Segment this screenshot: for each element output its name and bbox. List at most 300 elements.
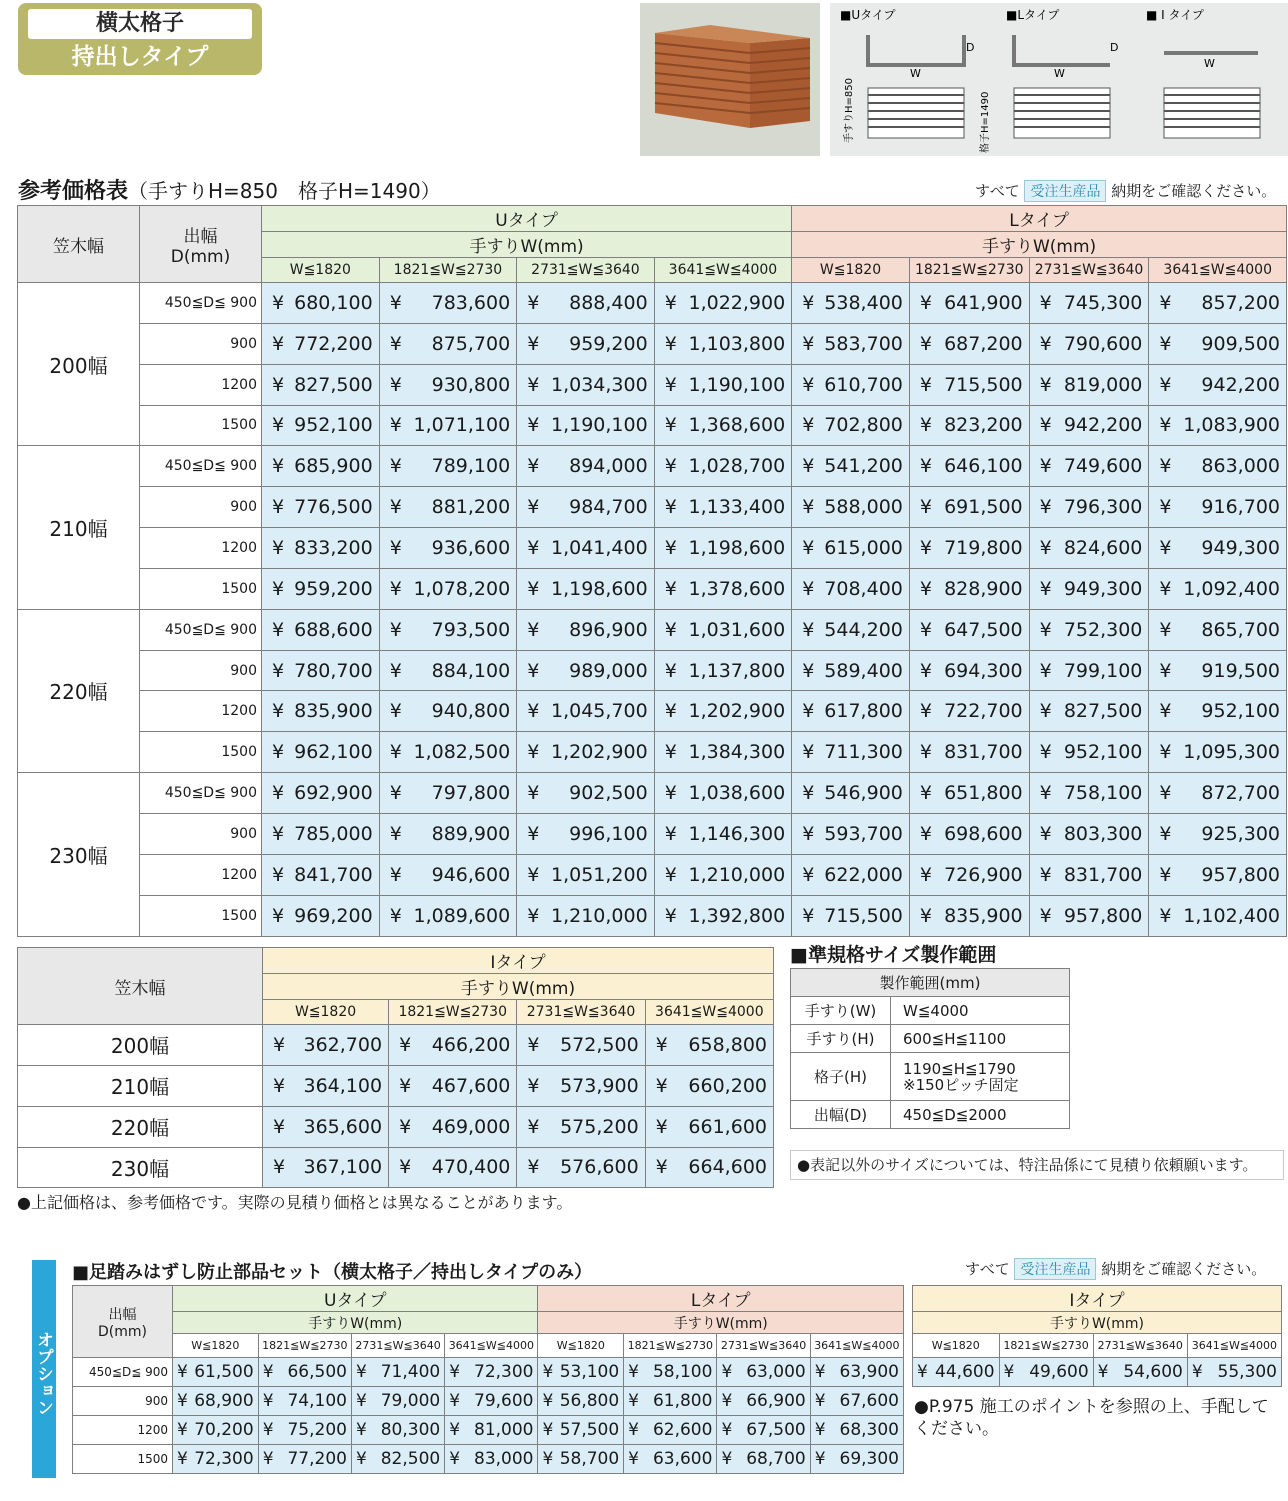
- yen-sign: ¥: [527, 536, 540, 559]
- yen-sign: ¥: [655, 1033, 668, 1056]
- yen-sign: ¥: [527, 863, 540, 886]
- yen-sign: ¥: [399, 1156, 412, 1179]
- price-value: 831,700: [944, 741, 1023, 764]
- price-cell: [517, 732, 655, 773]
- yen-sign: ¥: [1039, 822, 1052, 845]
- reference-price-title: 参考価格表（手すりH=850 格子H=1490）: [18, 179, 441, 204]
- yen-sign: ¥: [664, 496, 677, 519]
- price-cell: [263, 1025, 389, 1066]
- yen-sign: ¥: [919, 536, 932, 559]
- price-cell: [263, 1147, 389, 1188]
- yen-sign: ¥: [664, 291, 677, 314]
- table-row: [18, 813, 1287, 854]
- price-value: 664,600: [688, 1156, 767, 1179]
- price-value: 909,500: [1201, 332, 1280, 355]
- option-u-type-header: Uタイプ: [173, 1286, 538, 1312]
- price-value: 925,300: [1201, 822, 1280, 845]
- price-cell: [517, 609, 655, 650]
- price-value: 1,378,600: [688, 577, 786, 600]
- option-side-label: オプション: [32, 1260, 56, 1478]
- svg-text:W: W: [910, 67, 921, 80]
- price-cell: [379, 446, 517, 487]
- price-value: 752,300: [1063, 618, 1143, 641]
- price-cell: [654, 446, 792, 487]
- yen-sign: ¥: [1003, 1362, 1015, 1382]
- kasagi-header: 笠木幅: [18, 206, 140, 283]
- price-cell: [1149, 732, 1287, 773]
- d-range: 450≦D≦ 900: [140, 609, 262, 650]
- price-cell: [1029, 854, 1149, 895]
- yen-sign: ¥: [399, 1074, 412, 1097]
- main-price-table: [17, 205, 1287, 937]
- price-cell: [262, 528, 380, 569]
- yen-sign: ¥: [814, 1391, 826, 1411]
- d-range: 1200: [140, 528, 262, 569]
- yen-sign: ¥: [389, 618, 402, 641]
- price-value: 881,200: [431, 496, 511, 519]
- price-cell: [262, 568, 380, 609]
- price-cell: [645, 1065, 773, 1106]
- price-cell: [909, 854, 1029, 895]
- price-value: 726,900: [944, 863, 1023, 886]
- price-value: 783,600: [431, 291, 511, 314]
- price-value: 70,200: [194, 1420, 254, 1440]
- yen-sign: ¥: [1159, 782, 1172, 805]
- price-cell: [262, 323, 380, 364]
- table-row: [18, 528, 1287, 569]
- price-value: 989,000: [569, 659, 648, 682]
- price-cell: [262, 773, 380, 814]
- price-value: 797,800: [431, 782, 511, 805]
- yen-sign: ¥: [177, 1449, 188, 1469]
- price-cell: [654, 854, 792, 895]
- price-value: 949,300: [1201, 536, 1280, 559]
- yen-sign: ¥: [272, 291, 285, 314]
- price-cell: [654, 405, 792, 446]
- badge-subtitle: 持出しタイプ: [71, 44, 209, 70]
- svg-text:D: D: [966, 41, 975, 54]
- price-value: 544,200: [824, 618, 903, 641]
- price-cell: [909, 609, 1029, 650]
- i-type-header: Iタイプ: [263, 948, 774, 974]
- w-range-header: 1821≦W≦2730: [909, 258, 1029, 283]
- price-cell: [517, 650, 655, 691]
- yen-sign: ¥: [389, 904, 402, 927]
- table-row: [73, 1416, 904, 1445]
- price-value: 942,200: [1201, 373, 1280, 396]
- yen-sign: ¥: [814, 1420, 826, 1440]
- yen-sign: ¥: [527, 577, 540, 600]
- yen-sign: ¥: [664, 332, 677, 355]
- yen-sign: ¥: [527, 904, 540, 927]
- price-cell: [173, 1387, 259, 1416]
- price-value: 362,700: [303, 1033, 383, 1056]
- price-cell: [810, 1358, 903, 1387]
- yen-sign: ¥: [814, 1449, 826, 1469]
- option-i-type-table: Iタイプ 手すりW(mm) W≦1820 1821≦W≦2730 2731≦W≦3640 3641≦W≦4000 ¥ 44,600 ¥ 49,600 ¥ 54,600 ¥ 55,300: [912, 1285, 1282, 1387]
- yen-sign: ¥: [919, 455, 932, 478]
- spec-key: 格子(H): [791, 1053, 891, 1101]
- yen-sign: ¥: [272, 822, 285, 845]
- table-row: [18, 732, 1287, 773]
- yen-sign: ¥: [802, 700, 815, 723]
- price-cell: [1149, 773, 1287, 814]
- yen-sign: ¥: [389, 863, 402, 886]
- price-cell: [909, 691, 1029, 732]
- l-type-label: ■Lタイプ: [1006, 8, 1060, 22]
- made-to-order-tag: 受注生産品: [1024, 180, 1106, 202]
- price-cell: [389, 1147, 517, 1188]
- spec-value: W≦4000: [891, 997, 1070, 1025]
- price-cell: [379, 528, 517, 569]
- yen-sign: ¥: [449, 1420, 461, 1440]
- w-range-header: 1821≦W≦2730: [258, 1334, 351, 1358]
- yen-sign: ¥: [664, 904, 677, 927]
- yen-sign: ¥: [919, 496, 932, 519]
- yen-sign: ¥: [721, 1420, 733, 1440]
- price-cell: [517, 323, 655, 364]
- kasagi-width: 200幅: [18, 283, 140, 446]
- yen-sign: ¥: [802, 741, 815, 764]
- yen-sign: ¥: [262, 1391, 274, 1411]
- yen-sign: ¥: [664, 659, 677, 682]
- price-cell: [517, 773, 655, 814]
- yen-sign: ¥: [1039, 577, 1052, 600]
- svg-text:手すりH=850: 手すりH=850: [844, 78, 855, 143]
- yen-sign: ¥: [802, 904, 815, 927]
- price-value: 66,500: [287, 1362, 347, 1382]
- w-range-header: 1821≦W≦2730: [379, 258, 517, 283]
- price-cell: [445, 1387, 538, 1416]
- price-cell: [379, 609, 517, 650]
- price-value: 75,200: [287, 1420, 347, 1440]
- price-value: 949,300: [1063, 577, 1143, 600]
- price-cell: [1029, 283, 1149, 324]
- price-cell: [538, 1387, 624, 1416]
- price-value: 55,300: [1217, 1362, 1277, 1382]
- price-cell: [792, 568, 910, 609]
- price-value: 68,700: [746, 1449, 806, 1469]
- price-cell: [389, 1025, 517, 1066]
- price-cell: [1029, 813, 1149, 854]
- yen-sign: ¥: [664, 782, 677, 805]
- price-value: 957,800: [1063, 904, 1143, 927]
- price-cell: [792, 405, 910, 446]
- price-value: 1,092,400: [1183, 577, 1280, 600]
- yen-sign: ¥: [664, 700, 677, 723]
- price-value: 1,102,400: [1183, 904, 1280, 927]
- price-cell: [654, 895, 792, 936]
- yen-sign: ¥: [802, 455, 815, 478]
- price-value: 1,146,300: [688, 822, 786, 845]
- spec-value: 450≦D≦2000: [891, 1101, 1070, 1129]
- d-range: 1500: [140, 568, 262, 609]
- price-cell: [258, 1445, 351, 1474]
- price-value: 875,700: [431, 332, 511, 355]
- price-value: 952,100: [1063, 741, 1143, 764]
- price-value: 827,500: [1063, 700, 1143, 723]
- yen-sign: ¥: [389, 373, 402, 396]
- price-value: 835,900: [944, 904, 1023, 927]
- price-value: 708,400: [824, 577, 903, 600]
- price-cell: [173, 1445, 259, 1474]
- yen-sign: ¥: [262, 1420, 274, 1440]
- w-range-header: 2731≦W≦3640: [351, 1334, 444, 1358]
- price-cell: [654, 568, 792, 609]
- yen-sign: ¥: [1039, 455, 1052, 478]
- price-cell: [517, 1025, 645, 1066]
- yen-sign: ¥: [664, 741, 677, 764]
- d-range: 1500: [73, 1445, 173, 1474]
- price-value: 1,133,400: [688, 496, 786, 519]
- semi-standard-header: 製作範囲(mm): [791, 969, 1070, 997]
- price-value: 67,600: [839, 1391, 899, 1411]
- price-value: 711,300: [824, 741, 903, 764]
- price-value: 622,000: [824, 863, 903, 886]
- price-value: 930,800: [431, 373, 511, 396]
- yen-sign: ¥: [527, 1156, 540, 1179]
- price-cell: [624, 1387, 717, 1416]
- price-value: 1,103,800: [688, 332, 786, 355]
- yen-sign: ¥: [917, 1362, 928, 1382]
- price-cell: [517, 691, 655, 732]
- yen-sign: ¥: [919, 741, 932, 764]
- yen-sign: ¥: [919, 414, 932, 437]
- price-cell: [517, 446, 655, 487]
- price-value: 799,100: [1063, 659, 1143, 682]
- semi-standard-title: ■準規格サイズ製作範囲: [790, 944, 997, 966]
- price-cell: [1029, 446, 1149, 487]
- price-cell: [262, 691, 380, 732]
- price-cell: [1149, 364, 1287, 405]
- table-row: [18, 1065, 774, 1106]
- option-price-table: 出幅 D(mm) Uタイプ Lタイプ 手すりW(mm) 手すりW(mm) W≦1820 1821≦W≦2730 2731≦W≦3640 3641≦W≦4000 W≦1820 1821≦W≦2730 2731≦W≦3640 3641≦W≦4000 450≦D≦ 900 ¥ 61,500 ¥ 66,500 ¥ 71,400 ¥ 72,300 ¥ 53,100 ¥ 58,100 ¥ 63,000 ¥ 63,900 900 ¥ 68,900 ¥ 74,100 ¥ 79,000 ¥ 79,600 ¥ 56,800 ¥ 61,800 ¥ 66,900 ¥ 67,600 1200 ¥ 70,200 ¥ 75,200 ¥ 80,300 ¥ 81,000 ¥ 57,500 ¥ 62,600 ¥ 67,500 ¥ 68,300 1500 ¥ 72,300 ¥ 77,200 ¥ 82,500 ¥ 83,000 ¥ 58,700 ¥ 63,600 ¥ 68,700 ¥ 69,300: [72, 1285, 904, 1474]
- price-value: 694,300: [944, 659, 1023, 682]
- price-cell: [792, 323, 910, 364]
- table-row: [18, 773, 1287, 814]
- price-cell: [909, 732, 1029, 773]
- yen-sign: ¥: [664, 863, 677, 886]
- price-cell: [909, 568, 1029, 609]
- yen-sign: ¥: [389, 659, 402, 682]
- price-value: 857,200: [1201, 291, 1280, 314]
- price-cell: [792, 813, 910, 854]
- price-cell: [262, 609, 380, 650]
- price-value: 61,800: [652, 1391, 713, 1411]
- yen-sign: ¥: [802, 618, 815, 641]
- yen-sign: ¥: [272, 577, 285, 600]
- w-range-header: 3641≦W≦4000: [645, 1000, 773, 1025]
- yen-sign: ¥: [628, 1362, 639, 1382]
- price-cell: [1029, 487, 1149, 528]
- yen-sign: ¥: [1159, 700, 1172, 723]
- order-notice: すべて 受注生産品 納期をご確認ください。: [975, 182, 1277, 200]
- table-row: [791, 1101, 1070, 1129]
- w-range-header: W≦1820: [263, 1000, 389, 1025]
- price-cell: [517, 854, 655, 895]
- price-cell: [913, 1358, 1000, 1387]
- yen-sign: ¥: [355, 1420, 367, 1440]
- price-cell: [379, 773, 517, 814]
- kasagi-width: 220幅: [18, 609, 140, 772]
- price-value: 572,500: [560, 1033, 639, 1056]
- yen-sign: ¥: [1159, 291, 1172, 314]
- price-value: 79,000: [380, 1391, 441, 1411]
- price-cell: [258, 1358, 351, 1387]
- price-value: 610,700: [824, 373, 903, 396]
- price-value: 469,000: [431, 1115, 511, 1138]
- price-value: 467,600: [431, 1074, 511, 1097]
- l-type-header: Lタイプ: [792, 206, 1287, 232]
- yen-sign: ¥: [628, 1391, 639, 1411]
- price-cell: [517, 405, 655, 446]
- table-row: [791, 997, 1070, 1025]
- price-value: 894,000: [569, 455, 648, 478]
- yen-sign: ¥: [919, 782, 932, 805]
- price-value: 984,700: [569, 496, 648, 519]
- price-cell: [792, 609, 910, 650]
- price-value: 796,300: [1063, 496, 1143, 519]
- d-range: 900: [140, 650, 262, 691]
- price-cell: [1029, 773, 1149, 814]
- yen-sign: ¥: [1159, 373, 1172, 396]
- price-value: 466,200: [431, 1033, 511, 1056]
- w-range-header: 2731≦W≦3640: [1029, 258, 1149, 283]
- price-value: 1,034,300: [550, 373, 648, 396]
- price-value: 583,700: [824, 332, 903, 355]
- price-value: 889,900: [431, 822, 511, 845]
- price-cell: [351, 1416, 444, 1445]
- w-range-header: 2731≦W≦3640: [717, 1334, 810, 1358]
- w-range-header: W≦1820: [913, 1334, 1000, 1358]
- table-row: [18, 446, 1287, 487]
- price-cell: [517, 487, 655, 528]
- option-d-header: 出幅 D(mm): [73, 1286, 173, 1358]
- yen-sign: ¥: [1039, 373, 1052, 396]
- price-cell: [262, 487, 380, 528]
- price-cell: [1149, 568, 1287, 609]
- price-value: 1,045,700: [550, 700, 648, 723]
- w-range-header: 3641≦W≦4000: [445, 1334, 538, 1358]
- price-cell: [1149, 609, 1287, 650]
- price-value: 617,800: [824, 700, 903, 723]
- price-cell: [654, 487, 792, 528]
- yen-sign: ¥: [355, 1391, 367, 1411]
- yen-sign: ¥: [389, 700, 402, 723]
- yen-sign: ¥: [1039, 741, 1052, 764]
- price-value: 940,800: [431, 700, 511, 723]
- price-value: 969,200: [294, 904, 373, 927]
- price-cell: [379, 895, 517, 936]
- product-photo: [640, 3, 820, 156]
- price-cell: [1187, 1358, 1281, 1387]
- yen-sign: ¥: [542, 1391, 554, 1411]
- price-cell: [379, 487, 517, 528]
- d-range: 450≦D≦ 900: [140, 283, 262, 324]
- yen-sign: ¥: [919, 373, 932, 396]
- price-cell: [654, 650, 792, 691]
- yen-sign: ¥: [1159, 741, 1172, 764]
- price-cell: [389, 1106, 517, 1147]
- kasagi-width: 210幅: [18, 1065, 263, 1106]
- yen-sign: ¥: [527, 659, 540, 682]
- price-cell: [379, 405, 517, 446]
- price-value: 715,500: [944, 373, 1023, 396]
- yen-sign: ¥: [389, 496, 402, 519]
- w-range-header: W≦1820: [538, 1334, 624, 1358]
- price-cell: [1029, 650, 1149, 691]
- price-cell: [792, 854, 910, 895]
- table-row: [791, 1053, 1070, 1101]
- price-cell: [999, 1358, 1093, 1387]
- price-cell: [262, 732, 380, 773]
- price-value: 1,028,700: [688, 455, 786, 478]
- price-cell: [445, 1416, 538, 1445]
- d-range: 900: [140, 323, 262, 364]
- yen-sign: ¥: [1039, 659, 1052, 682]
- yen-sign: ¥: [389, 741, 402, 764]
- price-cell: [909, 405, 1029, 446]
- i-type-price-table: [17, 947, 774, 1188]
- price-cell: [263, 1065, 389, 1106]
- price-value: 722,700: [944, 700, 1023, 723]
- yen-sign: ¥: [527, 291, 540, 314]
- yen-sign: ¥: [802, 496, 815, 519]
- yen-sign: ¥: [527, 1033, 540, 1056]
- svg-text:W: W: [1054, 67, 1065, 80]
- price-value: 1,392,800: [688, 904, 786, 927]
- price-value: 364,100: [303, 1074, 383, 1097]
- price-value: 952,100: [1201, 700, 1280, 723]
- price-value: 1,198,600: [550, 577, 648, 600]
- yen-sign: ¥: [919, 332, 932, 355]
- price-value: 365,600: [303, 1115, 383, 1138]
- option-made-to-order-tag: 受注生産品: [1014, 1258, 1096, 1280]
- price-value: 833,200: [294, 536, 373, 559]
- yen-sign: ¥: [527, 741, 540, 764]
- price-value: 790,600: [1063, 332, 1143, 355]
- svg-text:格子H=1490: 格子H=1490: [980, 91, 991, 153]
- price-cell: [909, 528, 1029, 569]
- yen-sign: ¥: [527, 782, 540, 805]
- yen-sign: ¥: [272, 863, 285, 886]
- price-value: 1,031,600: [688, 618, 786, 641]
- yen-sign: ¥: [1159, 822, 1172, 845]
- d-range: 1200: [140, 691, 262, 732]
- price-cell: [258, 1416, 351, 1445]
- price-value: 831,700: [1063, 863, 1143, 886]
- table-row: [18, 568, 1287, 609]
- price-value: 69,300: [839, 1449, 899, 1469]
- price-value: 680,100: [294, 291, 373, 314]
- price-value: 959,200: [294, 577, 373, 600]
- price-cell: [1149, 528, 1287, 569]
- price-value: 888,400: [569, 291, 648, 314]
- yen-sign: ¥: [272, 496, 285, 519]
- yen-sign: ¥: [802, 782, 815, 805]
- yen-sign: ¥: [449, 1449, 461, 1469]
- price-cell: [262, 405, 380, 446]
- price-value: 63,900: [839, 1362, 899, 1382]
- price-value: 919,500: [1201, 659, 1280, 682]
- price-value: 936,600: [431, 536, 511, 559]
- option-title: ■足踏みはずし防止部品セット（横太格子／持出しタイプのみ）: [72, 1262, 593, 1283]
- price-value: 58,700: [559, 1449, 620, 1469]
- badge-title: 横太格子: [28, 9, 252, 39]
- price-cell: [173, 1358, 259, 1387]
- d-range: 1500: [140, 895, 262, 936]
- price-value: 1,210,000: [688, 863, 786, 886]
